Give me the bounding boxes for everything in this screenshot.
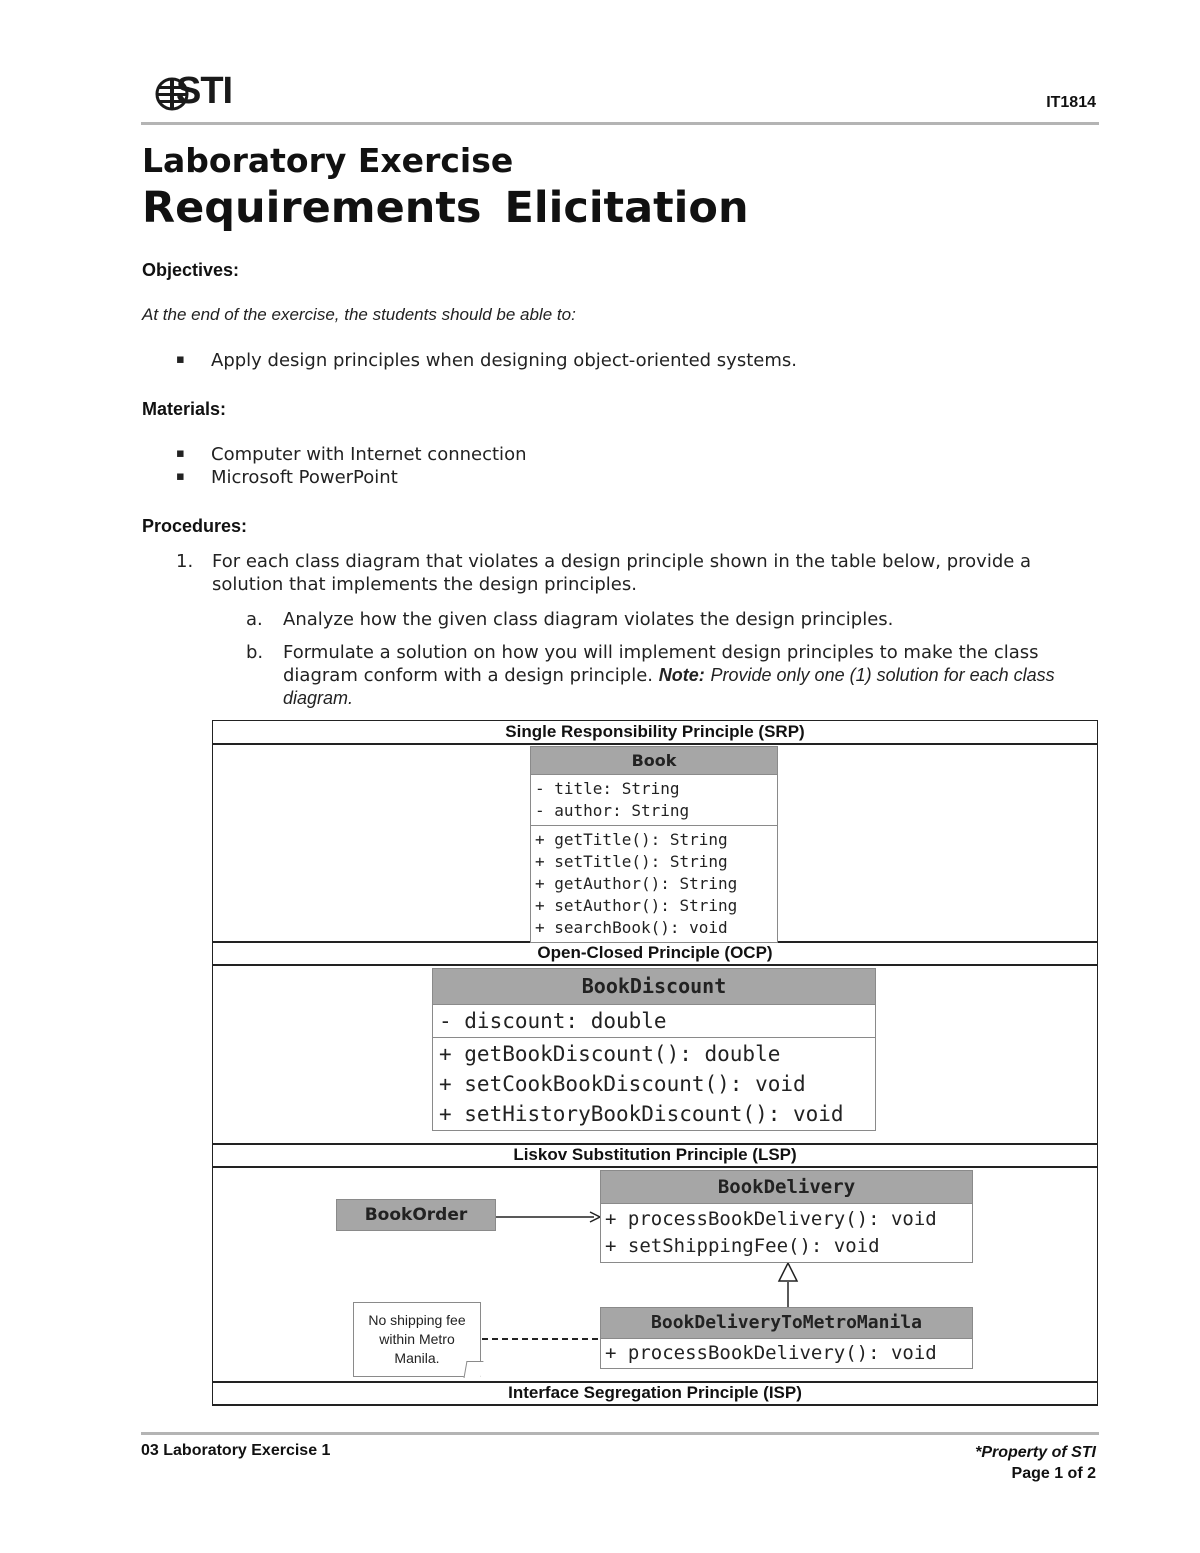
page-number: Page 1 of 2 xyxy=(1011,1465,1096,1482)
step-number: 1. xyxy=(176,551,194,572)
substep-b-main: Formulate a solution on how you will implement design principles to make the class diagram conform with a design principle. xyxy=(283,642,1039,686)
class-method: + setShippingFee(): void xyxy=(605,1235,880,1257)
class-attributes xyxy=(531,775,777,826)
substep-text: Analyze how the given class diagram violates the design principles. xyxy=(283,609,894,630)
generalization-arrowhead xyxy=(779,1263,797,1281)
class-attribute: - author: String xyxy=(535,801,690,820)
isp-heading: Interface Segregation Principle (ISP) xyxy=(508,1383,802,1402)
class-method: + processBookDelivery(): void xyxy=(605,1342,937,1364)
book-discount-class xyxy=(432,968,876,1131)
class-methods xyxy=(433,1038,875,1130)
class-method: + processBookDelivery(): void xyxy=(605,1208,937,1230)
note-line: No shipping fee xyxy=(368,1312,466,1328)
lsp-heading: Liskov Substitution Principle (LSP) xyxy=(513,1145,797,1164)
footer-rule xyxy=(141,1432,1099,1435)
substep-label: a. xyxy=(246,609,263,630)
step-text: For each class diagram that violates a design principle shown in the table below, provide a solution that implements the design principles. xyxy=(212,551,1032,595)
class-attributes xyxy=(433,1005,875,1038)
header-rule xyxy=(141,122,1099,125)
class-method: + setTitle(): String xyxy=(535,852,728,871)
footer-info xyxy=(975,1442,1096,1484)
table-divider xyxy=(212,964,1098,966)
note-line: Manila. xyxy=(394,1350,440,1366)
objectives-intro: At the end of the exercise, the students should be able to: xyxy=(142,305,576,324)
material-item: ▪ Computer with Internet connection xyxy=(176,443,526,466)
book-delivery-class xyxy=(600,1170,973,1263)
class-name: BookDelivery xyxy=(601,1171,972,1204)
table-divider xyxy=(212,743,1098,745)
uml-note xyxy=(353,1302,481,1377)
class-name: BookDiscount xyxy=(433,969,875,1005)
class-methods xyxy=(531,826,777,942)
class-name: Book xyxy=(531,747,777,775)
srp-heading: Single Responsibility Principle (SRP) xyxy=(505,722,805,741)
book-class xyxy=(530,746,778,943)
metro-delivery-class xyxy=(600,1307,973,1369)
class-method: + setCookBookDiscount(): void xyxy=(439,1072,806,1096)
document-subtitle: Requirements Elicitation xyxy=(142,183,749,233)
class-method: + getBookDiscount(): double xyxy=(439,1042,781,1066)
class-method: + setAuthor(): String xyxy=(535,896,738,915)
substep-text xyxy=(283,641,1093,710)
ocp-heading: Open-Closed Principle (OCP) xyxy=(537,943,773,962)
footer-doc-name: 03 Laboratory Exercise 1 xyxy=(141,1442,331,1459)
book-order-class: BookOrder xyxy=(336,1199,496,1231)
class-method: + searchBook(): void xyxy=(535,918,728,937)
objectives-heading: Objectives: xyxy=(142,260,240,280)
procedures-heading: Procedures: xyxy=(142,516,248,536)
objective-item: ▪ Apply design principles when designing object-oriented systems. xyxy=(176,349,797,372)
class-method: + getTitle(): String xyxy=(535,830,728,849)
substep-label: b. xyxy=(246,642,264,663)
class-methods xyxy=(601,1204,972,1262)
note-dog-ear xyxy=(464,1361,484,1378)
class-attribute: - title: String xyxy=(535,779,680,798)
class-method: + setHistoryBookDiscount(): void xyxy=(439,1102,844,1126)
note-line: within Metro xyxy=(379,1331,455,1347)
table-divider xyxy=(212,1404,1098,1406)
property-notice: *Property of STI xyxy=(975,1444,1096,1461)
document-title: Laboratory Exercise xyxy=(142,141,514,180)
materials-heading: Materials: xyxy=(142,399,227,419)
class-attribute: - discount: double xyxy=(439,1009,667,1033)
class-methods xyxy=(601,1339,972,1368)
class-name: BookDeliveryToMetroManila xyxy=(601,1308,972,1339)
course-code: IT1814 xyxy=(1046,94,1096,111)
material-item: ▪ Microsoft PowerPoint xyxy=(176,466,398,489)
note-label: Note: xyxy=(658,665,705,685)
class-method: + getAuthor(): String xyxy=(535,874,738,893)
note-text: Provide only one (1) solution for each class diagram. xyxy=(283,665,1055,708)
logo-text: STI xyxy=(176,70,233,112)
